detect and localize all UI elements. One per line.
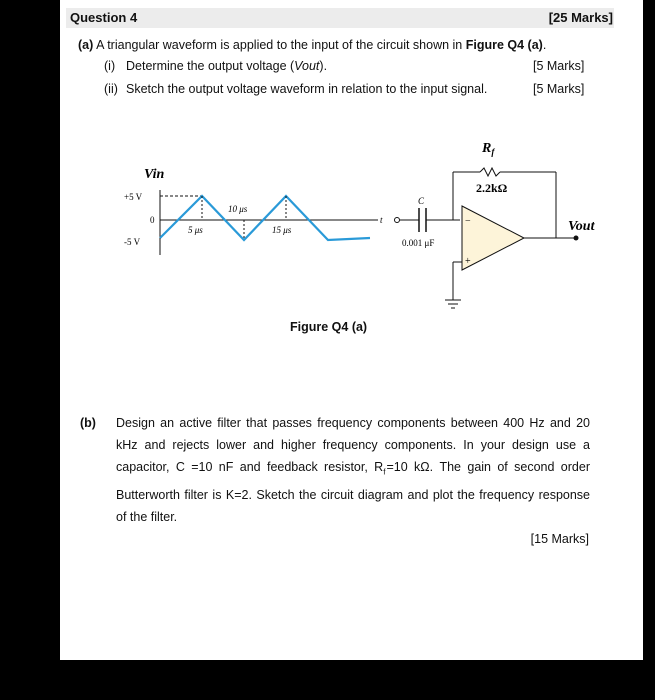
output-terminal bbox=[574, 236, 579, 241]
document-page bbox=[60, 0, 643, 660]
part-a-figure-ref: Figure Q4 (a) bbox=[465, 38, 543, 52]
minus5-label: -5 V bbox=[124, 237, 141, 247]
rf-label: $R_f$ bbox=[482, 141, 495, 157]
zero-label: 0 bbox=[150, 215, 155, 225]
item-text: Determine the output voltage (Vout). bbox=[126, 59, 328, 73]
opamp-triangle bbox=[462, 206, 524, 270]
part-a-label: (a) bbox=[78, 38, 94, 52]
opamp-minus: − bbox=[465, 216, 471, 227]
part-a-intro: (a) A triangular waveform is applied to the input of the circuit shown in Figure Q4 (a). bbox=[78, 38, 547, 52]
part-b-marks: [15 Marks] bbox=[530, 532, 589, 546]
item-number: (ii) bbox=[104, 82, 118, 96]
part-a-text: A triangular waveform is applied to the input of the circuit shown in bbox=[96, 38, 463, 52]
opamp-plus: + bbox=[465, 256, 471, 267]
rf-value: 2.2kΩ bbox=[476, 181, 508, 195]
question-header-bar bbox=[66, 8, 614, 28]
item-number: (i) bbox=[104, 59, 116, 73]
item-i-marks: [5 Marks] bbox=[533, 59, 585, 73]
part-b-text: Design an active filter that passes frequency components between 400 Hz and 20 kHz and rejects lower and higher frequency components. In your design use a capacitor, C =10 nF and feedback resistor, $R_f$ =10 kΩ. The gain of second order Butterworth filter is K=2. Sketch the circuit diagram and plot the frequency response of the filter. bbox=[116, 416, 590, 524]
vin-label: Vin bbox=[144, 167, 165, 182]
t1-label: 5 μs bbox=[188, 225, 203, 235]
item-ii-marks: [5 Marks] bbox=[533, 82, 585, 96]
t-label: t bbox=[380, 215, 383, 225]
input-terminal bbox=[395, 218, 400, 223]
part-b-label: (b) bbox=[80, 416, 96, 430]
item-text: Sketch the output voltage waveform in relation to the input signal. bbox=[126, 82, 488, 96]
question-title: Question 4 bbox=[70, 10, 138, 25]
circuit-figure bbox=[120, 130, 595, 315]
left-black-border bbox=[0, 0, 60, 700]
cap-value: 0.001 μF bbox=[402, 238, 435, 248]
feedback-resistor bbox=[480, 168, 500, 176]
question-marks: [25 Marks] bbox=[548, 10, 613, 25]
t2-label: 10 μs bbox=[228, 204, 248, 214]
plus5-label: +5 V bbox=[124, 192, 143, 202]
t3-label: 15 μs bbox=[272, 225, 292, 235]
cap-label: C bbox=[418, 196, 425, 206]
right-black-border bbox=[643, 0, 655, 700]
bottom-black-border bbox=[0, 660, 655, 700]
vout-label: Vout bbox=[568, 219, 595, 234]
figure-caption: Figure Q4 (a) bbox=[290, 320, 368, 334]
